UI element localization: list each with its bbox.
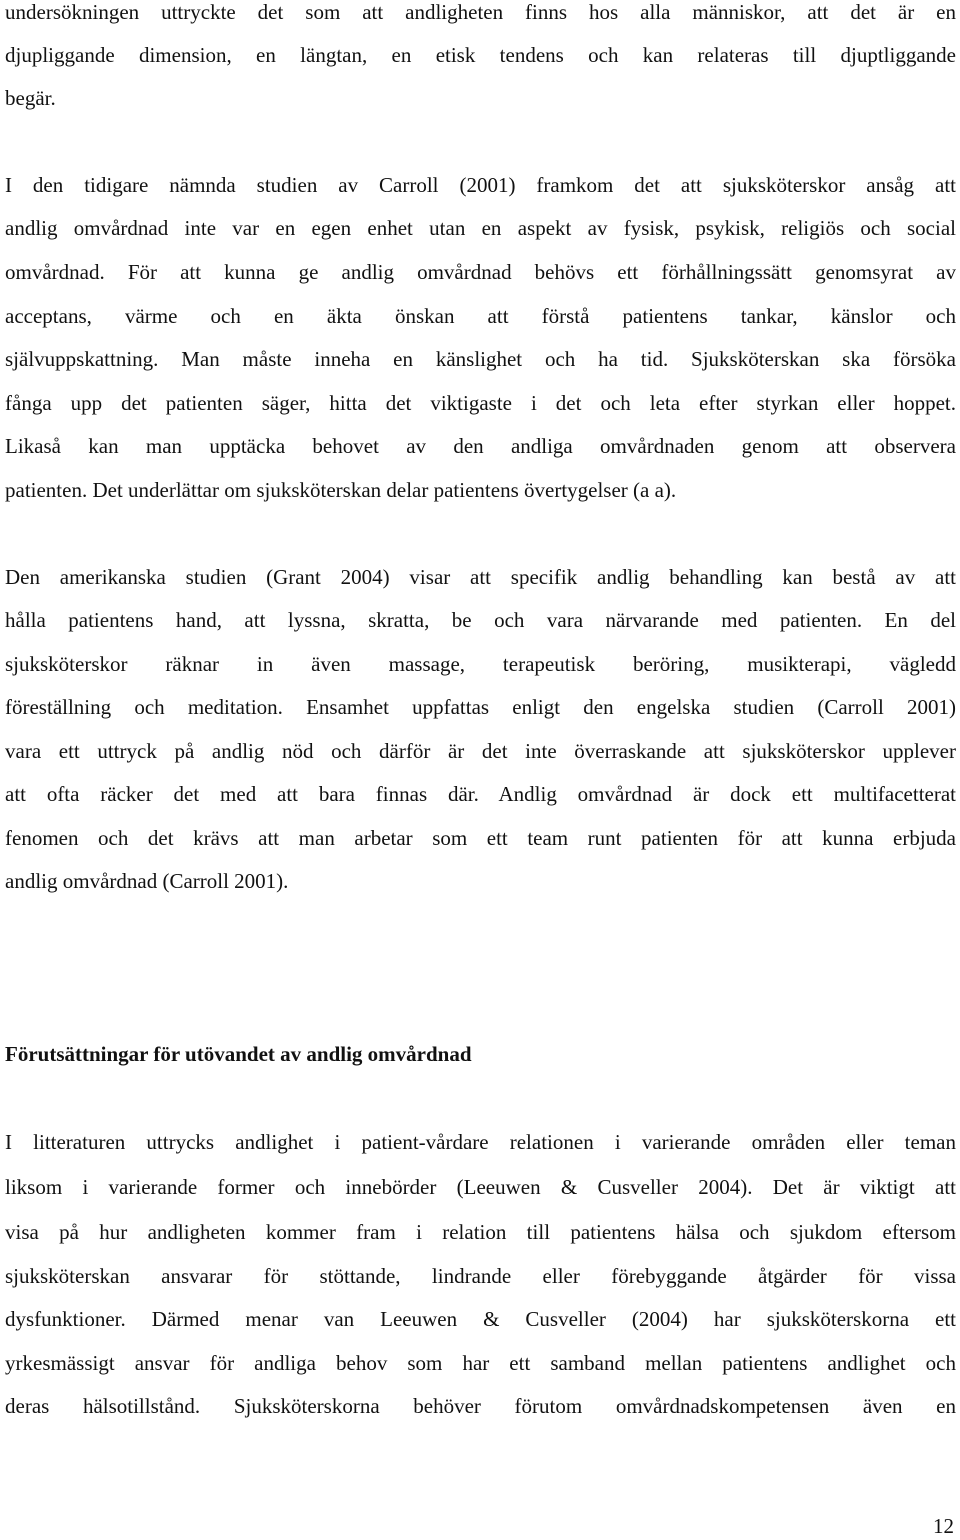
paragraph-3-line-8: andlig omvårdnad (Carroll 2001). [5, 869, 289, 893]
paragraph-4-line-5: dysfunktioner. Därmed menar van Leeuwen & Cusveller (2004) har sjuksköterskorna ett [5, 1307, 956, 1331]
paragraph-4-line-7: deras hälsotillstånd. Sjuksköterskorna behöver förutom omvårdnadskompetensen även en [5, 1394, 956, 1418]
paragraph-2-line-6: fånga upp det patienten säger, hitta det viktigaste i det och leta efter styrkan eller hoppet. [5, 391, 956, 415]
paragraph-4-line-3: visa på hur andligheten kommer fram i relation till patientens hälsa och sjukdom eftersom [5, 1220, 956, 1244]
paragraph-1-line-1: undersökningen uttryckte det som att andligheten finns hos alla människor, att det är en [5, 0, 956, 24]
paragraph-4-line-1: I litteraturen uttrycks andlighet i patient-vårdare relationen i varierande områden eller teman [5, 1130, 956, 1154]
paragraph-3-line-5: vara ett uttryck på andlig nöd och därför är det inte överraskande att sjuksköterskor upplever [5, 739, 956, 763]
paragraph-3-line-4: föreställning och meditation. Ensamhet uppfattas enligt den engelska studien (Carroll 2001) [5, 695, 956, 719]
paragraph-2-line-4: acceptans, värme och en äkta önskan att förstå patientens tankar, känslor och [5, 304, 956, 328]
paragraph-2-line-3: omvårdnad. För att kunna ge andlig omvårdnad behövs ett förhållningssätt genomsyrat av [5, 260, 956, 284]
paragraph-2-line-8: patienten. Det underlättar om sjuksköterskan delar patientens övertygelser (a a). [5, 478, 677, 502]
paragraph-3-line-1: Den amerikanska studien (Grant 2004) visar att specifik andlig behandling kan bestå av att [5, 565, 956, 589]
paragraph-4-line-6: yrkesmässigt ansvar för andliga behov som har ett samband mellan patientens andlighet och [5, 1351, 956, 1375]
paragraph-4-line-4: sjuksköterskan ansvarar för stöttande, lindrande eller förebyggande åtgärder för vissa [5, 1264, 956, 1288]
paragraph-2-line-5: självuppskattning. Man måste inneha en känslighet och ha tid. Sjuksköterskan ska försöka [5, 347, 956, 371]
paragraph-2-line-2: andlig omvårdnad inte var en egen enhet utan en aspekt av fysisk, psykisk, religiös och social [5, 216, 956, 240]
paragraph-2-line-7: Likaså kan man upptäcka behovet av den andliga omvårdnaden genom att observera [5, 434, 956, 458]
paragraph-2-line-1: I den tidigare nämnda studien av Carroll (2001) framkom det att sjuksköterskor ansåg att [5, 173, 956, 197]
paragraph-1-line-2: djupliggande dimension, en längtan, en etisk tendens och kan relateras till djuptliggande [5, 43, 956, 67]
paragraph-4-line-2: liksom i varierande former och innebörder (Leeuwen & Cusveller 2004). Det är viktigt att [5, 1175, 956, 1199]
paragraph-1-line-3: begär. [5, 86, 56, 110]
page-number: 12 [933, 1514, 954, 1538]
paragraph-3-line-2: hålla patientens hand, att lyssna, skratta, be och vara närvarande med patienten. En del [5, 608, 956, 632]
paragraph-3-line-7: fenomen och det krävs att man arbetar som ett team runt patienten för att kunna erbjuda [5, 826, 956, 850]
section-heading: Förutsättningar för utövandet av andlig omvårdnad [5, 1042, 472, 1066]
paragraph-3-line-3: sjuksköterskor räknar in även massage, terapeutisk beröring, musikterapi, vägledd [5, 652, 956, 676]
paragraph-3-line-6: att ofta räcker det med att bara finnas där. Andlig omvårdnad är dock ett multifacetterat [5, 782, 956, 806]
